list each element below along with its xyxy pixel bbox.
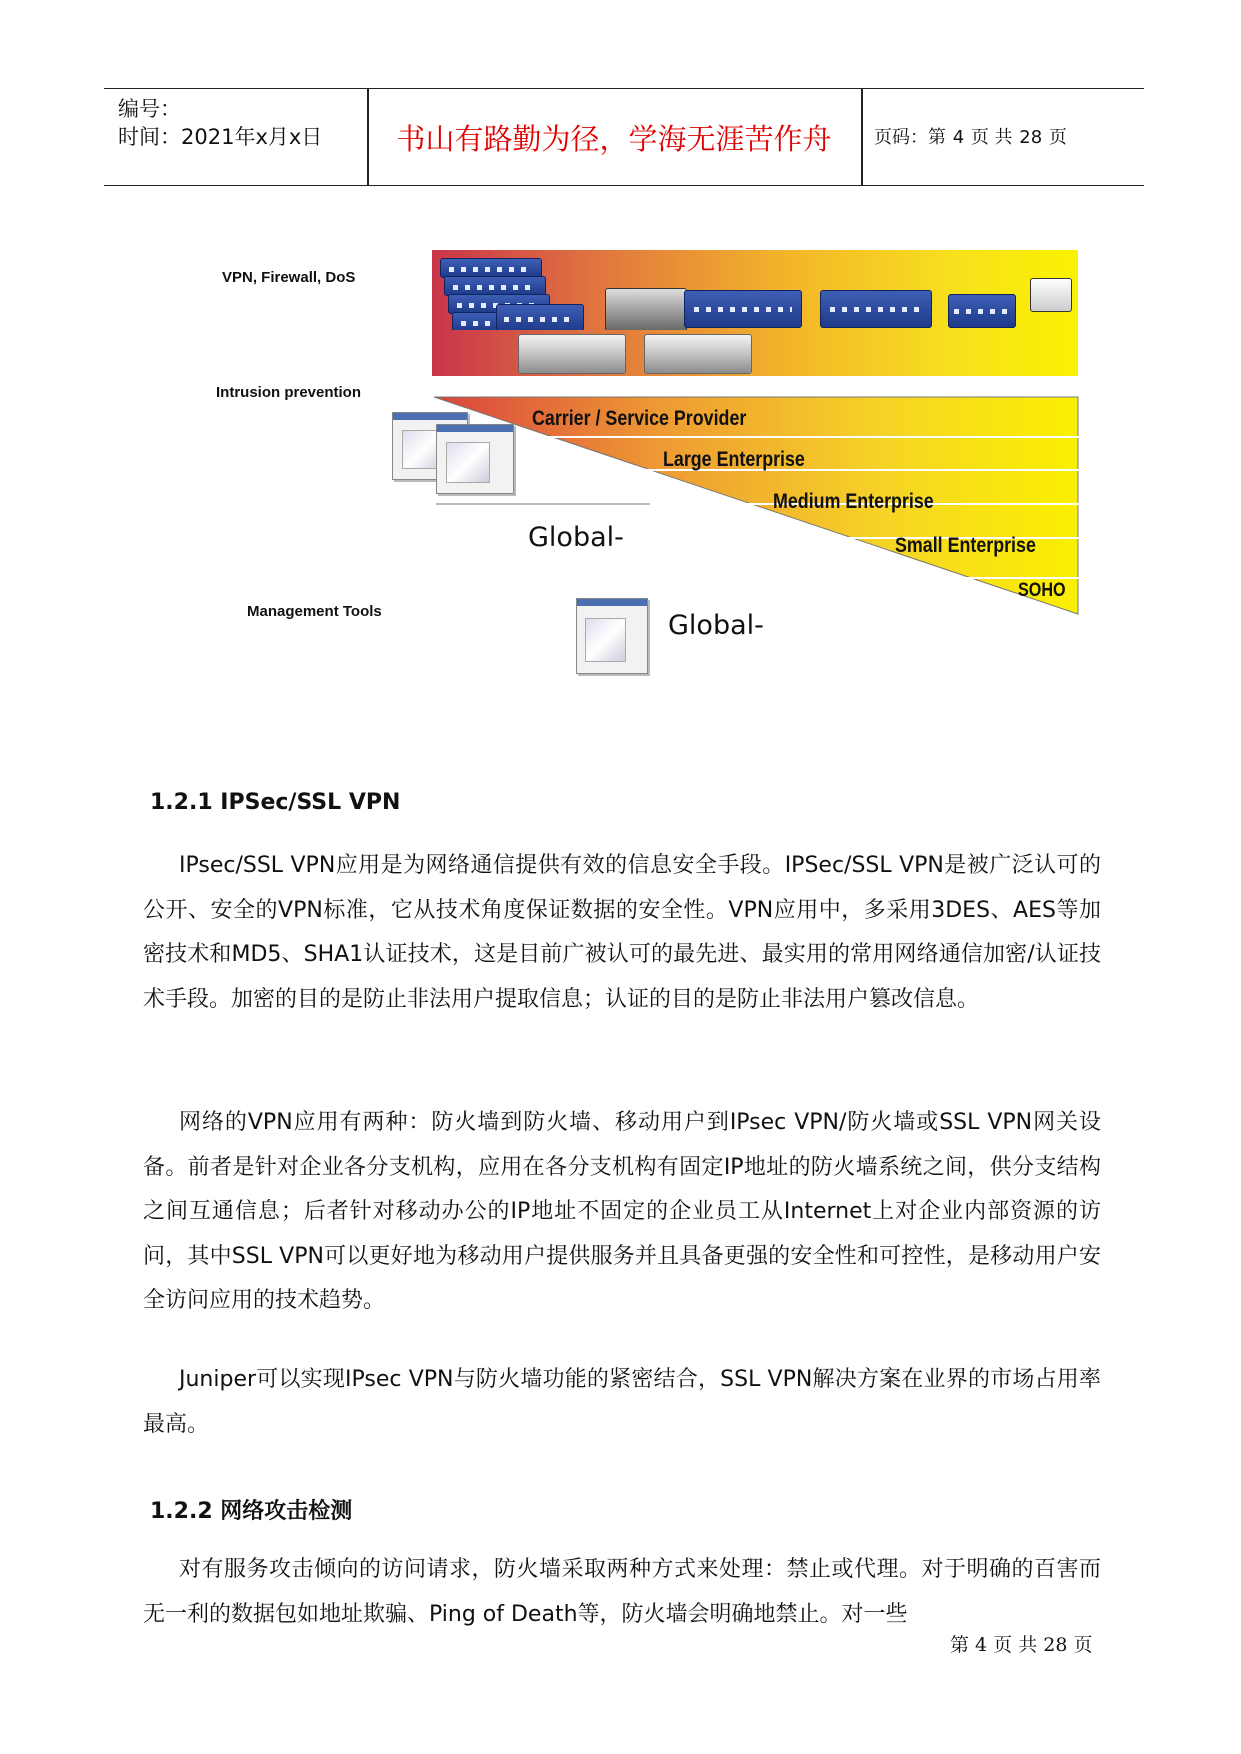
management-screenshot: [576, 598, 648, 674]
segment-medium: Medium Enterprise: [773, 490, 934, 513]
row-label-management: Management Tools: [247, 603, 382, 620]
product-positioning-figure: [200, 240, 1090, 700]
segment-large: Large Enterprise: [663, 448, 805, 471]
segment-small: Small Enterprise: [895, 534, 1036, 557]
header-motto: 书山有路勤为径，学海无涯苦作舟: [396, 122, 832, 156]
section-heading: 1.2.2 网络攻击检测: [150, 1499, 353, 1524]
header-time: 时间：2021年x月x日: [118, 125, 323, 149]
paragraph: 网络的VPN应用有两种：防火墙到防火墙、移动用户到IPsec VPN/防火墙或SSL VPN网关设备。前者是针对企业各分支机构，应用在各分支机构有固定IP地址的防火墙系统之间，供分支结构之间互通信息；后者针对移动办公的IP地址不固定的企业员工从Internet上对企业内部资源的访问，其中SSL VPN可以更好地为移动用户提供服务并且具备更强的安全性和可控性，是移动用户安全访问应用的技术趋势。: [143, 1110, 1101, 1313]
paragraph: Juniper可以实现IPsec VPN与防火墙功能的紧密结合，SSL VPN解决方案在业界的市场占用率最高。: [143, 1367, 1101, 1437]
paragraph: 对有服务攻击倾向的访问请求，防火墙采取两种方式来处理：禁止或代理。对于明确的百害而无一利的数据包如地址欺骗、Ping of Death等，防火墙会明确地禁止。对一些: [143, 1557, 1101, 1627]
header-number: 编号：: [118, 97, 181, 121]
global-label: Global-: [668, 610, 764, 641]
global-label: Global-: [528, 522, 624, 553]
page-footer: 第 4 页 共 28 页: [950, 1634, 1093, 1656]
page-header: [104, 88, 1144, 186]
management-screenshot: [436, 424, 514, 494]
segment-carrier: Carrier / Service Provider: [532, 407, 747, 430]
header-page-number: 页码：第 4 页 共 28 页: [874, 127, 1067, 148]
header-divider: [861, 89, 863, 185]
section-heading: 1.2.1 IPSec/SSL VPN: [150, 790, 401, 815]
paragraph: IPsec/SSL VPN应用是为网络通信提供有效的信息安全手段。IPSec/SSL VPN是被广泛认可的公开、安全的VPN标准，它从技术角度保证数据的安全性。VPN应用中，多采用3DES、AES等加密技术和MD5、SHA1认证技术，这是目前广被认可的最先进、最实用的常用网络通信加密/认证技术手段。加密的目的是防止非法用户提取信息；认证的目的是防止非法用户篡改信息。: [143, 853, 1101, 1012]
row-label-ips: Intrusion prevention: [216, 384, 362, 401]
row-label-vpn: VPN, Firewall, DoS: [222, 269, 356, 286]
segment-soho: SOHO: [1018, 580, 1066, 601]
